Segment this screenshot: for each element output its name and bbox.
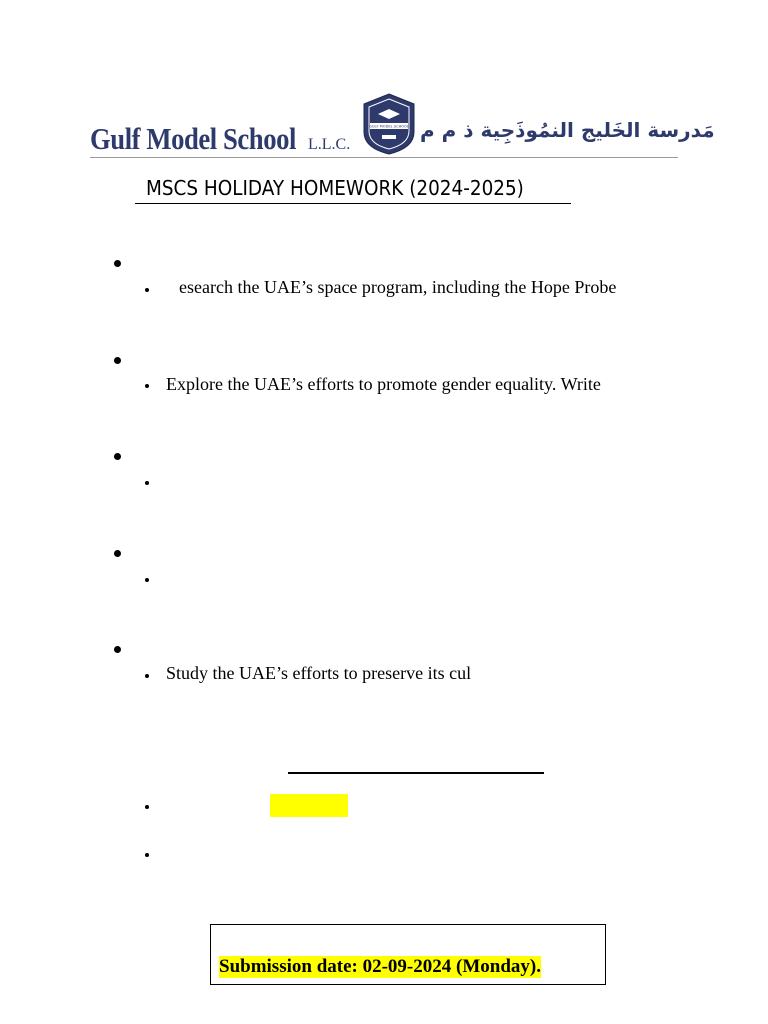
- section-bullet: [114, 646, 121, 653]
- list-item: Explore the UAE’s efforts to promote gender equality. Write: [166, 374, 601, 394]
- list-item-bullet: [145, 853, 149, 857]
- header-divider: [90, 157, 678, 158]
- list-item-bullet: [145, 674, 149, 678]
- section-bullet: [114, 260, 121, 267]
- list-item-bullet: [145, 578, 149, 582]
- page-title: MSCS HOLIDAY HOMEWORK (2024-2025): [146, 176, 524, 200]
- list-item: esearch the UAE’s space program, including the Hope Probe: [179, 277, 617, 297]
- title-underline: [135, 203, 571, 204]
- section-bullet: [114, 453, 121, 460]
- school-name: Gulf Model School: [90, 121, 296, 156]
- school-header: [90, 92, 715, 158]
- logo-text: GULF MODEL SCHOOL: [369, 124, 409, 129]
- school-name-arabic: مَدرسة الخَليج النمُوذَجِية ذ م م: [420, 118, 715, 142]
- submission-box: [210, 924, 606, 985]
- highlighted-text: [270, 794, 348, 817]
- submission-date: Submission date: 02-09-2024 (Monday).: [219, 956, 541, 977]
- school-logo: [358, 92, 420, 156]
- list-item-bullet: [145, 481, 149, 485]
- list-item: Study the UAE’s efforts to preserve its cul: [166, 663, 472, 683]
- section-bullet: [114, 357, 121, 364]
- section-divider: [288, 772, 544, 774]
- list-item-bullet: [145, 384, 149, 388]
- list-item-bullet: [145, 805, 149, 809]
- list-item-bullet: [145, 288, 149, 292]
- section-bullet: [114, 550, 121, 557]
- school-suffix: L.L.C.: [308, 136, 351, 153]
